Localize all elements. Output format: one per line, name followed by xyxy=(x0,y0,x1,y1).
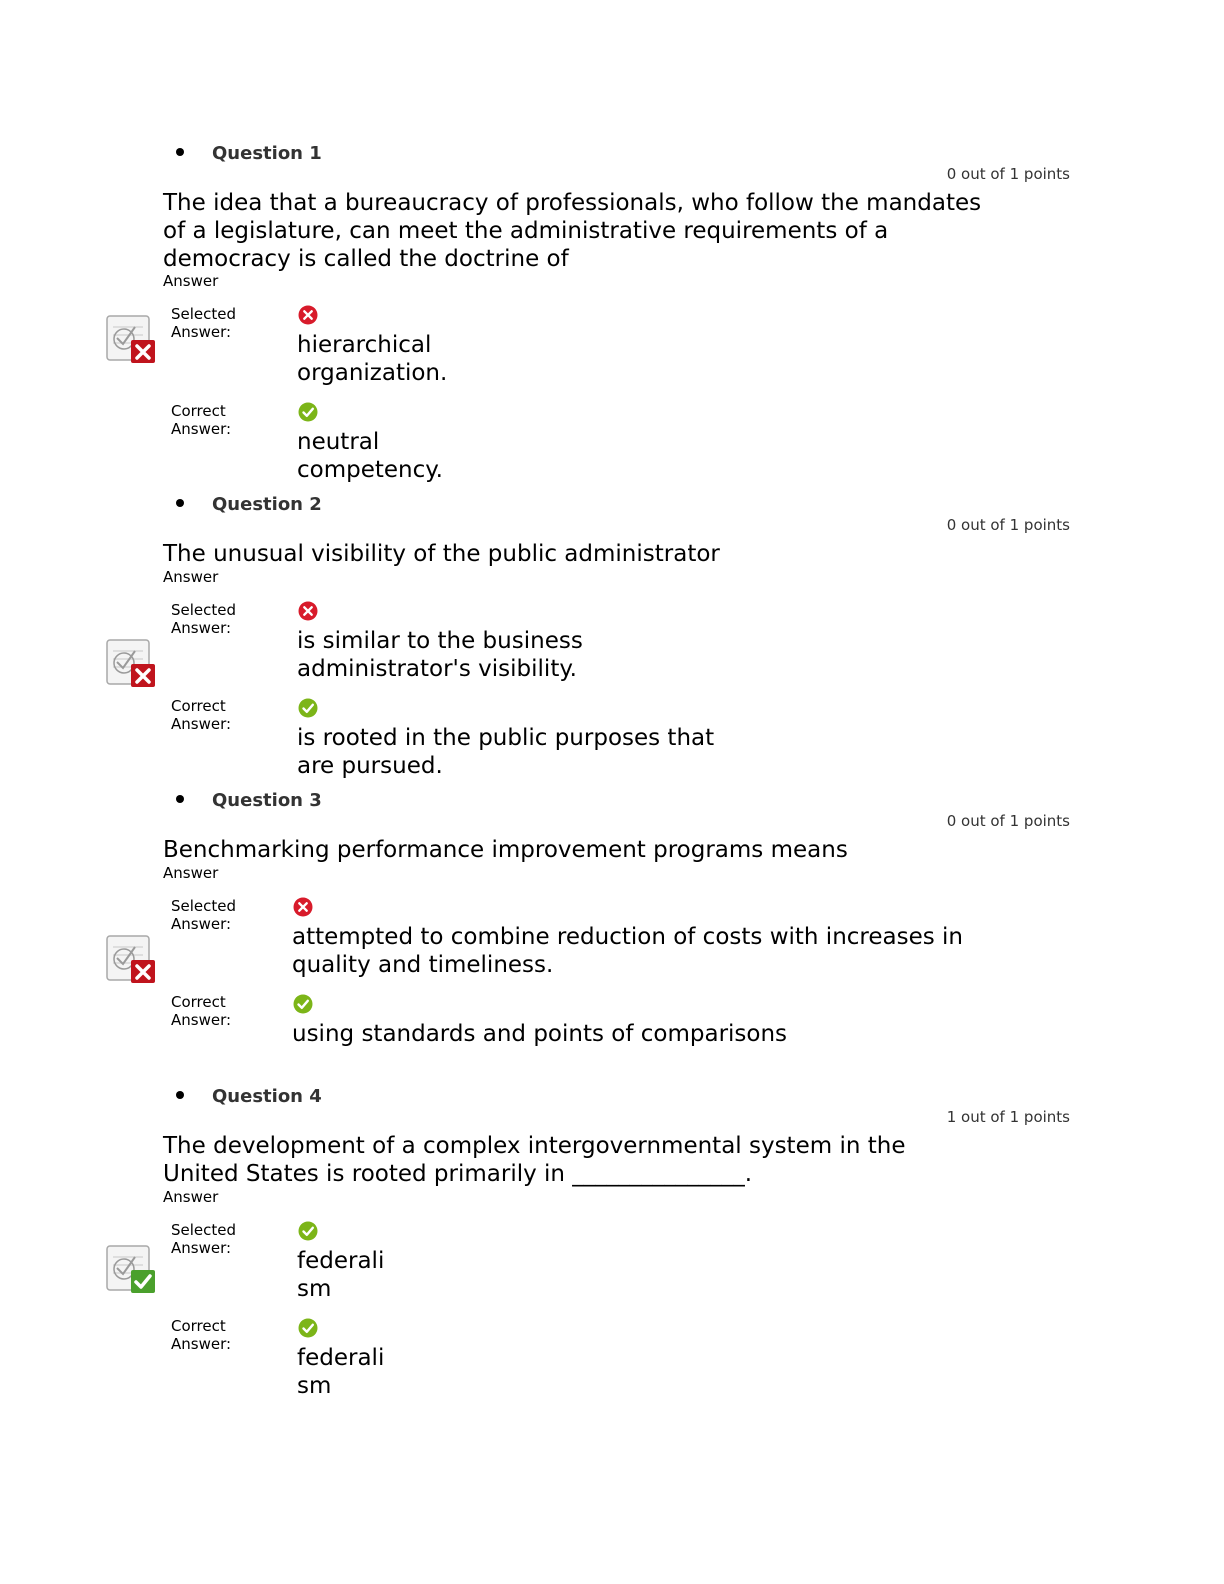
selected-answer-label: Selected Answer: xyxy=(171,1221,237,1257)
question-2 xyxy=(0,494,1224,784)
selected-answer-text: federalism xyxy=(297,1248,385,1302)
correct-answer-text: is rooted in the public purposes that are pursued. xyxy=(297,725,715,779)
check-mark-icon xyxy=(298,1221,318,1241)
selected-answer-text: is similar to the business administrator's visibility. xyxy=(297,628,583,682)
bullet-icon xyxy=(176,148,184,156)
answer-heading: Answer xyxy=(163,272,219,290)
incorrect-mark-icon xyxy=(293,897,313,917)
selected-answer-label: Selected Answer: xyxy=(171,305,237,341)
incorrect-result-icon xyxy=(105,637,157,689)
question-title: Question 3 xyxy=(212,790,322,811)
check-mark-icon xyxy=(298,698,318,718)
question-heading xyxy=(176,1086,322,1107)
check-mark-icon xyxy=(298,1318,318,1338)
question-points: 0 out of 1 points xyxy=(946,516,1070,534)
correct-answer-label: Correct Answer: xyxy=(171,993,232,1029)
question-4 xyxy=(0,1086,1224,1406)
answer-heading: Answer xyxy=(163,568,219,586)
incorrect-mark-icon xyxy=(298,601,318,621)
selected-answer-text: attempted to combine reduction of costs with increases in quality and timeliness. xyxy=(292,924,964,978)
check-mark-icon xyxy=(298,402,318,422)
question-points: 1 out of 1 points xyxy=(946,1108,1070,1126)
answer-heading: Answer xyxy=(163,1188,219,1206)
question-heading xyxy=(176,494,322,515)
question-heading xyxy=(176,143,322,164)
bullet-icon xyxy=(176,499,184,507)
answer-heading: Answer xyxy=(163,864,219,882)
question-text: Benchmarking performance improvement programs means xyxy=(163,837,848,863)
question-title: Question 4 xyxy=(212,1086,322,1107)
incorrect-result-icon xyxy=(105,313,157,365)
question-3 xyxy=(0,790,1224,1080)
question-heading xyxy=(176,790,322,811)
correct-answer-label: Correct Answer: xyxy=(171,1317,232,1353)
incorrect-result-icon xyxy=(105,933,157,985)
check-mark-icon xyxy=(293,994,313,1014)
question-text: The unusual visibility of the public administrator xyxy=(163,541,720,567)
incorrect-mark-icon xyxy=(298,305,318,325)
correct-answer-label: Correct Answer: xyxy=(171,402,232,438)
selected-answer-label: Selected Answer: xyxy=(171,601,237,637)
question-points: 0 out of 1 points xyxy=(946,165,1070,183)
correct-answer-label: Correct Answer: xyxy=(171,697,232,733)
bullet-icon xyxy=(176,795,184,803)
correct-answer-text: neutral competency. xyxy=(297,429,443,483)
question-text: The idea that a bureaucracy of professionals, who follow the mandates of a legislature, can meet the administrative requirements of a democracy is called the doctrine of xyxy=(163,190,982,272)
bullet-icon xyxy=(176,1091,184,1099)
selected-answer-text: hierarchical organization. xyxy=(297,332,448,386)
correct-answer-text: using standards and points of comparisons xyxy=(292,1021,788,1047)
question-points: 0 out of 1 points xyxy=(946,812,1070,830)
correct-result-icon xyxy=(105,1243,157,1295)
question-title: Question 2 xyxy=(212,494,322,515)
selected-answer-label: Selected Answer: xyxy=(171,897,237,933)
question-title: Question 1 xyxy=(212,143,322,164)
question-text: The development of a complex intergovernmental system in the United States is rooted primarily in _______________. xyxy=(163,1133,906,1187)
correct-answer-text: federalism xyxy=(297,1345,385,1399)
question-1 xyxy=(0,143,1224,488)
